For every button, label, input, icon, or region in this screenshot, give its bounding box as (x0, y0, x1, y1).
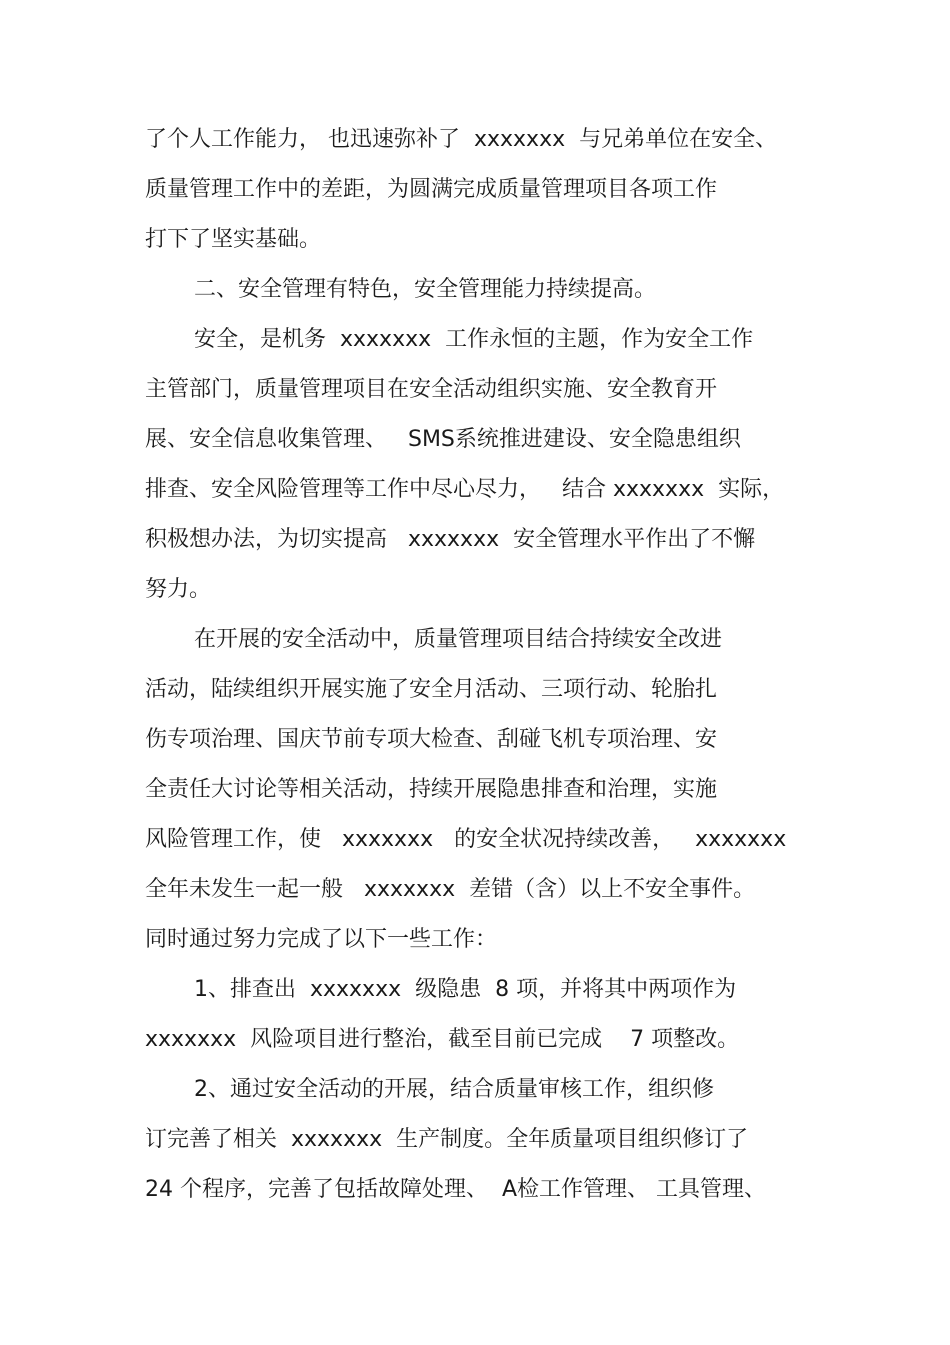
body-text-line: 在开展的安全活动中，质量管理项目结合持续安全改进 (194, 627, 723, 652)
body-text-line: 全年未发生一起一般 xxxxxxx 差错（含）以上不安全事件。 (145, 877, 756, 902)
body-text-line: 风险管理工作，使 xxxxxxx 的安全状况持续改善， xxxxxxx (145, 827, 787, 852)
body-text-line: 积极想办法，为切实提高 xxxxxxx 安全管理水平作出了不懈 (145, 527, 756, 552)
section-heading: 二、安全管理有特色，安全管理能力持续提高。 (194, 277, 657, 302)
body-text-line: 打下了坚实基础。 (145, 227, 322, 252)
body-text-line: 全责任大讨论等相关活动，持续开展隐患排查和治理，实施 (145, 777, 718, 802)
list-item-line: 订完善了相关 xxxxxxx 生产制度。全年质量项目组织修订了 (145, 1127, 749, 1152)
body-text-line: 排查、安全风险管理等工作中尽心尽力， 结合 xxxxxxx 实际， (145, 477, 785, 502)
body-text-line: 安全，是机务 xxxxxxx 工作永恒的主题，作为安全工作 (194, 327, 754, 352)
body-text-line: 同时通过努力完成了以下一些工作： (145, 927, 498, 952)
body-text-line: 主管部门，质量管理项目在安全活动组织实施、安全教育开 (145, 377, 718, 402)
body-text-line: 努力。 (145, 577, 212, 602)
body-text-line: 活动，陆续组织开展实施了安全月活动、三项行动、轮胎扎 (145, 677, 718, 702)
list-item-line: xxxxxxx 风险项目进行整治，截至目前已完成 7 项整改。 (145, 1027, 740, 1052)
body-text-line: 了个人工作能力， 也迅速弥补了 xxxxxxx 与兄弟单位在安全、 (145, 127, 778, 152)
body-text-line: 伤专项治理、国庆节前专项大检查、刮碰飞机专项治理、安 (145, 727, 718, 752)
list-item-line: 24 个程序，完善了包括故障处理、 A检工作管理、 工具管理、 (145, 1177, 767, 1202)
body-text-line: 展、安全信息收集管理、 SMS系统推进建设、安全隐患组织 (145, 427, 741, 452)
list-item-line: 2、通过安全活动的开展，结合质量审核工作，组织修 (194, 1077, 714, 1102)
body-text-line: 质量管理工作中的差距，为圆满完成质量管理项目各项工作 (145, 177, 718, 202)
list-item-line: 1、排查出 xxxxxxx 级隐患 8 项，并将其中两项作为 (194, 977, 737, 1002)
